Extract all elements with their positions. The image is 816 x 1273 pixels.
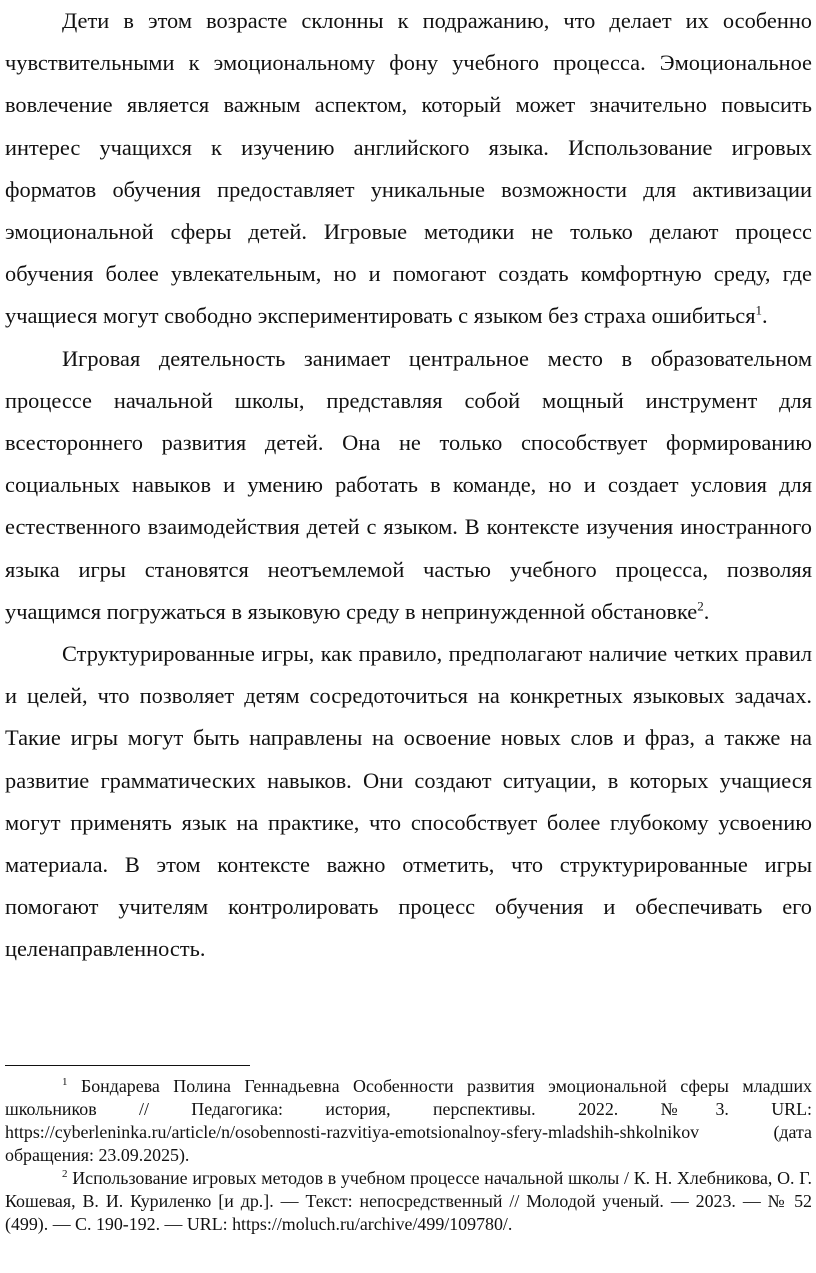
footnote-text: Бондарева Полина Геннадьевна Особенности развития эмоциональной сферы младших школьников // Педагогика: история, перспективы. 2022. №3. URL: https://cyberleninka.ru/article/n/osobennosti-razvitiya-emotsionalnoy-sfery-mladshih-shkolnikov (дата обращения: 23.09.2025). bbox=[5, 1076, 812, 1165]
paragraph-text: Игровая деятельность занимает центральное место в образовательном процессе начальной школы, представляя собой мощный инструмент для всестороннего развития детей. Она не только способствует формированию социальных навыков и умению работать в команде, но и создает условия для естественного взаимодействия детей с языком. В контексте изучения иностранного языка игры становятся неотъемлемой частью учебного процесса, позволяя учащимся погружаться в языковую среду в непринужденной обстановке bbox=[5, 345, 812, 624]
paragraph-text: Структурированные игры, как правило, предполагают наличие четких правил и целей, что позволяет детям сосредоточиться на конкретных языковых задачах. Такие игры могут быть направлены на освоение новых слов и фраз, а также на развитие грамматических навыков. Они создают ситуации, в которых учащиеся могут применять язык на практике, что способствует более глубокому усвоению материала. В этом контексте важно отметить, что структурированные игры помогают учителям контролировать процесс обучения и обеспечивать его целенаправленность. bbox=[5, 641, 812, 962]
footnote-separator bbox=[5, 1065, 250, 1066]
paragraph-tail: . bbox=[762, 303, 768, 329]
footnote bbox=[5, 1167, 812, 1236]
paragraph-text: Дети в этом возрасте склонны к подражанию, что делает их особенно чувствительными к эмоциональному фону учебного процесса. Эмоциональное вовлечение является важным аспектом, который может значительно повысить интерес учащихся к изучению английского языка. Использование игровых форматов обучения предоставляет уникальные возможности для активизации эмоциональной сферы детей. Игровые методики не только делают процесс обучения более увлекательным, но и помогают создать комфортную среду, где учащиеся могут свободно экспериментировать с языком без страха ошибиться bbox=[5, 8, 812, 329]
footnote-reference[interactable]: 2 bbox=[697, 598, 704, 614]
footnote bbox=[5, 1075, 812, 1167]
footnote-reference[interactable]: 1 bbox=[755, 302, 763, 318]
body-text bbox=[5, 0, 812, 971]
paragraph bbox=[5, 338, 812, 633]
paragraph bbox=[5, 633, 812, 971]
paragraph bbox=[5, 0, 812, 338]
footnote-number: 1 bbox=[62, 1076, 68, 1089]
footnote-text: Использование игровых методов в учебном процессе начальной школы / К. Н. Хлебникова, О. Г. Кошевая, В. И. Куриленко [и др.]. — Текст: непосредственный // Молодой ученый. — 2023. — № 52 (499). — С. 190-192. — URL: https://moluch.ru/archive/499/109780/. bbox=[5, 1168, 812, 1234]
footnote-number: 2 bbox=[62, 1168, 68, 1181]
footnotes bbox=[5, 1075, 812, 1236]
paragraph-tail: . bbox=[703, 598, 710, 624]
